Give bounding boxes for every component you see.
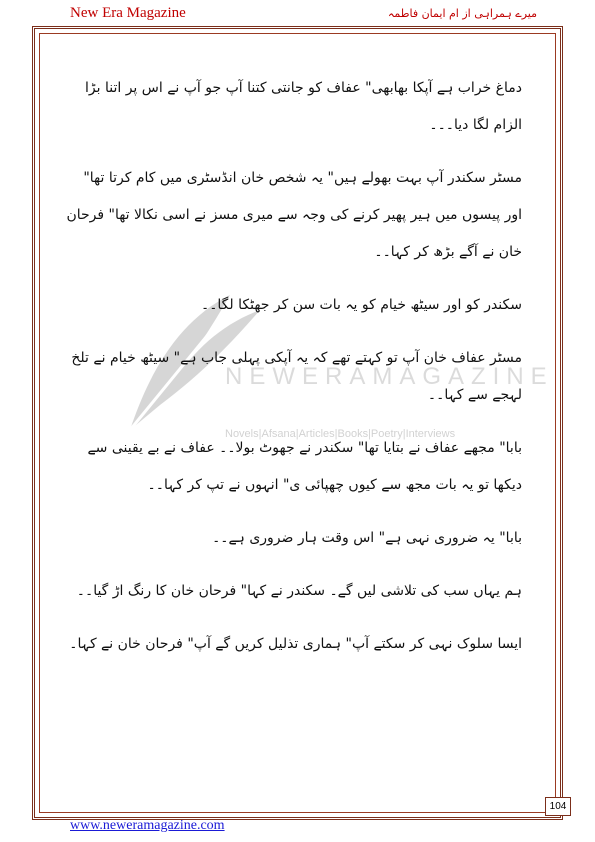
paragraph: مسٹر عفاف خان آپ تو کہتے تھے کہ یہ آپکی پہلی جاب ہے" سیٹھ خیام نے تلخ لہجے سے کہا۔۔ <box>71 350 522 403</box>
paragraph: مسٹر سکندر آپ بہت بھولے ہیں" یہ شخص خان انڈسٹری میں کام کرتا تھا" اور پیسوں میں ہیر پھیر کرنے کی وجہ سے میری مسز نے اسی نکالا تھا" فرحان خان نے آگے بڑھ کر کہا۔۔ <box>66 170 522 260</box>
paragraph: ہم یہاں سب کی تلاشی لیں گے۔ سکندر نے کہا" فرحان خان کا رنگ اڑ گیا۔۔ <box>76 583 522 599</box>
watermark-site-name: NEWERAMAGAZINE <box>225 363 554 390</box>
paragraph: بابا" مجھے عفاف نے بتایا تھا" سکندر نے جھوٹ بولا۔۔ عفاف نے بے یقینی سے دیکھا تو یہ بات مجھ سے کیوں چھپائی ی" انہوں نے تپ کر کہا۔۔ <box>87 440 522 493</box>
story-title: میرے ہمراہی از ام ایمان فاطمہ <box>387 7 537 20</box>
page-number: 104 <box>545 797 571 816</box>
paragraph: دماغ خراب ہے آپکا بھابھی" عفاف کو جانتی کتنا آپ جو آپ نے اس پر اتنا بڑا الزام لگا دیا۔۔۔ <box>85 80 522 133</box>
paragraph: سکندر کو اور سیٹھ خیام کو یہ بات سن کر جھٹکا لگا۔۔ <box>200 297 522 313</box>
footer-website-link[interactable]: www.neweramagazine.com <box>70 818 225 833</box>
watermark-tagline: Novels|Afsana|Articles|Books|Poetry|Interviews <box>225 428 456 440</box>
story-body <box>62 70 522 679</box>
paragraph: بابا" یہ ضروری نہی ہے" اس وقت ہار ضروری ہے۔۔ <box>212 530 522 546</box>
magazine-name: New Era Magazine <box>70 5 186 21</box>
paragraph: ایسا سلوک نہی کر سکتے آپ" ہماری تذلیل کریں گے آپ" فرحان خان نے کہا۔ <box>69 636 522 652</box>
